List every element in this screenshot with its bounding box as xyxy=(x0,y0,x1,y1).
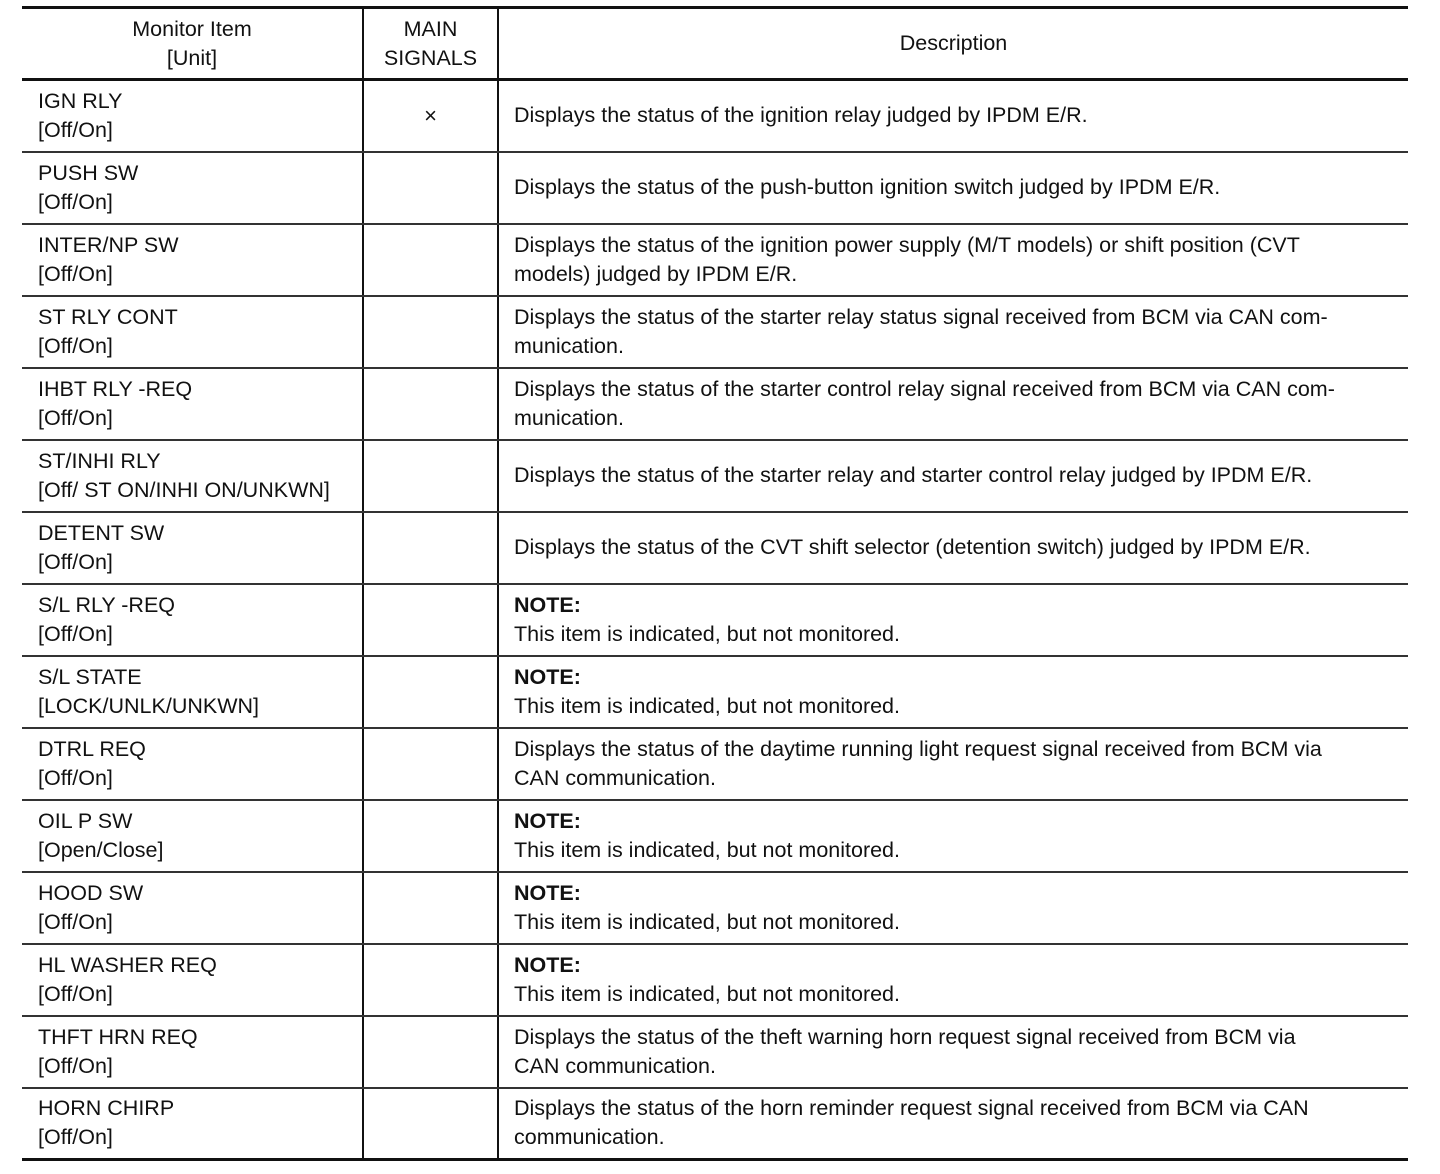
monitor-item-name: IGN RLY xyxy=(38,88,123,113)
description-line-2: CAN communication. xyxy=(514,1053,716,1078)
main-signal-cell xyxy=(363,368,498,440)
monitor-item-name: PUSH SW xyxy=(38,160,139,185)
table-row xyxy=(22,584,1408,656)
main-signal-cell xyxy=(363,80,498,152)
description-line-1: This item is indicated, but not monitored. xyxy=(514,693,900,718)
table-body xyxy=(22,80,1408,1160)
monitor-item-cell xyxy=(22,944,363,1016)
table-row xyxy=(22,80,1408,152)
description-cell xyxy=(498,656,1408,728)
table-row xyxy=(22,728,1408,800)
main-signal-cell xyxy=(363,728,498,800)
description-line-1: This item is indicated, but not monitored. xyxy=(514,909,900,934)
header-unit-label: [Unit] xyxy=(166,45,218,70)
main-signal-cell xyxy=(363,1088,498,1160)
monitor-item-name: S/L RLY -REQ xyxy=(38,592,176,617)
monitor-item-unit: [Off/On] xyxy=(38,333,113,358)
table-row xyxy=(22,512,1408,584)
monitor-item-name: IHBT RLY -REQ xyxy=(38,376,193,401)
description-line-1: Displays the status of the ignition relay judged by IPDM E/R. xyxy=(514,103,1088,128)
monitor-item-cell xyxy=(22,656,363,728)
description-cell xyxy=(498,80,1408,152)
monitor-item-name: ST/INHI RLY xyxy=(38,448,161,473)
table-row xyxy=(22,1088,1408,1160)
description-cell xyxy=(498,872,1408,944)
main-signal-cell xyxy=(363,800,498,872)
monitor-item-name: HOOD SW xyxy=(38,880,144,905)
header-description: Description xyxy=(498,8,1408,80)
monitor-item-name: OIL P SW xyxy=(38,808,133,833)
description-line-1: Displays the status of the push-button ignition switch judged by IPDM E/R. xyxy=(514,175,1221,199)
description-line-1: Displays the status of the starter relay status signal received from BCM via CAN com- xyxy=(514,304,1328,329)
description-line-1: Displays the status of the CVT shift selector (detention switch) judged by IPDM E/R. xyxy=(514,535,1311,559)
table-row xyxy=(22,224,1408,296)
monitor-item-unit: [Off/On] xyxy=(38,765,113,790)
monitor-item-unit: [Off/On] xyxy=(38,1125,113,1150)
monitor-item-name: ST RLY CONT xyxy=(38,304,178,329)
note-label: NOTE: xyxy=(514,952,581,977)
note-label: NOTE: xyxy=(514,880,581,905)
note-label: NOTE: xyxy=(514,808,581,833)
header-main-label: MAIN xyxy=(403,16,458,41)
description-line-1: Displays the status of the starter relay and starter control relay judged by IPDM E/R. xyxy=(514,463,1313,487)
main-signal-cell xyxy=(363,512,498,584)
description-line-1: Displays the status of the theft warning horn request signal received from BCM via xyxy=(514,1024,1296,1049)
monitor-item-unit: [Off/On] xyxy=(38,549,113,574)
main-signal-cell xyxy=(363,224,498,296)
main-signal-cell xyxy=(363,152,498,224)
monitor-item-unit: [LOCK/UNLK/UNKWN] xyxy=(38,693,260,718)
monitor-item-table xyxy=(22,6,1408,1161)
monitor-item-unit: [Off/On] xyxy=(38,621,113,646)
monitor-item-unit: [Off/On] xyxy=(38,909,113,934)
monitor-item-name: DTRL REQ xyxy=(38,736,146,761)
header-signals-label: SIGNALS xyxy=(383,45,478,70)
monitor-item-unit: [Off/On] xyxy=(38,405,113,430)
header-monitor-item xyxy=(22,8,363,80)
description-line-2: munication. xyxy=(514,405,624,430)
note-label: NOTE: xyxy=(514,664,581,689)
description-line-1: Displays the status of the starter control relay signal received from BCM via CAN com- xyxy=(514,376,1335,401)
table-row xyxy=(22,368,1408,440)
table-row xyxy=(22,800,1408,872)
table-row xyxy=(22,152,1408,224)
monitor-item-unit: [Off/On] xyxy=(38,189,113,214)
description-cell xyxy=(498,800,1408,872)
description-line-1: Displays the status of the ignition power supply (M/T models) or shift position (CVT xyxy=(514,232,1300,257)
main-signal-mark: × xyxy=(424,103,437,129)
description-cell xyxy=(498,368,1408,440)
monitor-item-name: THFT HRN REQ xyxy=(38,1024,198,1049)
monitor-item-cell xyxy=(22,584,363,656)
monitor-item-cell xyxy=(22,80,363,152)
monitor-item-cell xyxy=(22,440,363,512)
monitor-item-unit: [Off/On] xyxy=(38,261,113,286)
table-row xyxy=(22,944,1408,1016)
monitor-item-cell xyxy=(22,152,363,224)
header-main-signals xyxy=(363,8,498,80)
main-signal-cell xyxy=(363,440,498,512)
description-line-2: CAN communication. xyxy=(514,765,716,790)
description-cell xyxy=(498,440,1408,512)
monitor-item-name: HORN CHIRP xyxy=(38,1096,175,1121)
description-line-2: communication. xyxy=(514,1125,665,1150)
description-cell xyxy=(498,1016,1408,1088)
description-line-1: This item is indicated, but not monitored. xyxy=(514,981,900,1006)
table-row xyxy=(22,872,1408,944)
monitor-item-cell xyxy=(22,800,363,872)
header-monitor-item-label: Monitor Item xyxy=(132,16,252,41)
monitor-item-name: S/L STATE xyxy=(38,664,142,689)
monitor-item-unit: [Off/On] xyxy=(38,117,113,142)
main-signal-cell xyxy=(363,944,498,1016)
main-signal-cell xyxy=(363,1016,498,1088)
description-cell xyxy=(498,584,1408,656)
monitor-item-name: HL WASHER REQ xyxy=(38,952,217,977)
table-row xyxy=(22,440,1408,512)
description-cell xyxy=(498,944,1408,1016)
table-row xyxy=(22,1016,1408,1088)
monitor-item-cell xyxy=(22,728,363,800)
main-signal-cell xyxy=(363,584,498,656)
monitor-item-cell xyxy=(22,368,363,440)
monitor-item-cell xyxy=(22,872,363,944)
description-cell xyxy=(498,152,1408,224)
monitor-item-name: INTER/NP SW xyxy=(38,232,179,257)
table-row xyxy=(22,656,1408,728)
description-cell xyxy=(498,728,1408,800)
monitor-item-cell xyxy=(22,1016,363,1088)
main-signal-cell xyxy=(363,296,498,368)
description-cell xyxy=(498,512,1408,584)
description-cell xyxy=(498,224,1408,296)
monitor-item-unit: [Off/On] xyxy=(38,981,113,1006)
description-line-1: Displays the status of the daytime running light request signal received from BCM via xyxy=(514,736,1322,761)
monitor-item-unit: [Open/Close] xyxy=(38,837,164,862)
monitor-item-cell xyxy=(22,224,363,296)
description-cell xyxy=(498,296,1408,368)
description-cell xyxy=(498,1088,1408,1160)
monitor-item-unit: [Off/On] xyxy=(38,1053,113,1078)
monitor-item-name: DETENT SW xyxy=(38,520,165,545)
description-line-2: munication. xyxy=(514,333,624,358)
main-signal-cell xyxy=(363,872,498,944)
description-line-1: This item is indicated, but not monitored. xyxy=(514,837,900,862)
description-line-2: models) judged by IPDM E/R. xyxy=(514,261,798,286)
description-line-1: This item is indicated, but not monitored. xyxy=(514,621,900,646)
monitor-item-unit: [Off/ ST ON/INHI ON/UNKWN] xyxy=(38,477,330,502)
table-header-row xyxy=(22,8,1408,80)
monitor-item-cell xyxy=(22,512,363,584)
monitor-item-cell xyxy=(22,296,363,368)
main-signal-cell xyxy=(363,656,498,728)
description-line-1: Displays the status of the horn reminder request signal received from BCM via CAN xyxy=(514,1096,1309,1121)
note-label: NOTE: xyxy=(514,592,581,617)
monitor-item-cell xyxy=(22,1088,363,1160)
table-row xyxy=(22,296,1408,368)
